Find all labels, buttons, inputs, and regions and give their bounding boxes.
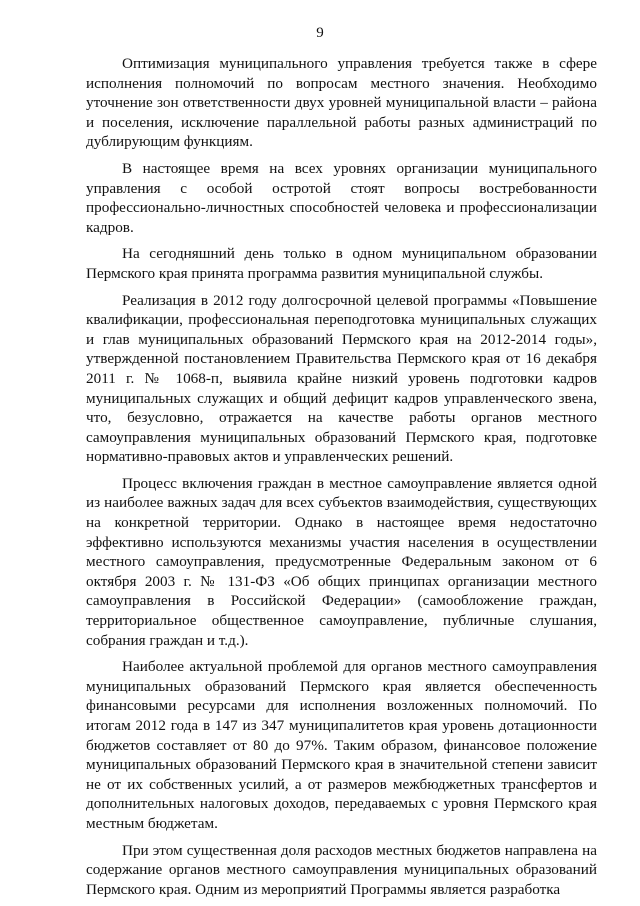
paragraph-personnel-issues: В настоящее время на всех уровнях организации муниципального управления с особой остротой стоят вопросы востребованности профессионально-личностных способностей человека и профессионализации кадров. xyxy=(86,159,597,236)
paragraph-citizen-involvement: Процесс включения граждан в местное самоуправление является одной из наиболее важных задач для всех субъектов взаимодействия, существующих на конкретной территории. Однако в настоящее время недостаточно эффективно используются механизмы участия населения в осуществлении местного самоуправления, предусмотренные Федеральным законом от 6 октября 2003 г. № 131-ФЗ «Об общих принципах организации местного самоуправления в Российской Федерации» (самообложение граждан, территориальное общественное самоуправление, публичные слушания, собрания граждан и т.д.). xyxy=(86,474,597,649)
paragraph-optimization: Оптимизация муниципального управления требуется также в сфере исполнения полномочий по вопросам местного значения. Необходимо уточнение зон ответственности двух уровней муниципальной власти – района и поселения, исключение параллельной работы разных администраций по дублирующим функциям. xyxy=(86,55,597,151)
page-number: 9 xyxy=(316,25,324,41)
paragraph-service-program: На сегодняшний день только в одном муниципальном образовании Пермского края принята программа развития муниципальной службы. xyxy=(86,245,597,282)
paragraph-training-program: Реализация в 2012 году долгосрочной целевой программы «Повышение квалификации, профессиональная переподготовка муниципальных служащих и глав муниципальных образований Пермского края на 2012-2014 годы», утвержденной постановлением Правительства Пермского края от 16 декабря 2011 г. № 1068-п, выявила крайне низкий уровень подготовки кадров муниципальных служащих и общий дефицит кадров управленческого звена, что, безусловно, отражается на качестве работы органов местного самоуправления муниципальных образований Пермского края, подготовке нормативно-правовых актов и управленческих решений. xyxy=(86,291,597,466)
paragraph-financial-resources: Наиболее актуальной проблемой для органов местного самоуправления муниципальных образований Пермского края является обеспеченность финансовыми ресурсами для исполнения возложенных полномочий. По итогам 2012 года в 147 из 347 муниципалитетов края уровень дотационности бюджетов составляет от 80 до 97%. Таким образом, финансовое положение муниципальных образований Пермского края в значительной степени зависит не от их собственных усилий, а от размеров межбюджетных трансфертов и дополнительных налоговых доходов, передаваемых с уровня Пермского края местным бюджетам. xyxy=(86,658,597,832)
document-body xyxy=(86,54,597,906)
paragraph-budget-expenses: При этом существенная доля расходов местных бюджетов направлена на содержание органов местного самоуправления муниципальных образований Пермского края. Одним из мероприятий Программы является разработка xyxy=(86,841,597,898)
